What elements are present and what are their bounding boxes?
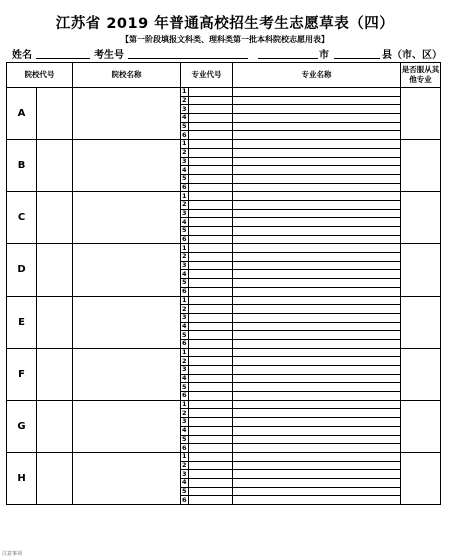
table-row — [7, 400, 441, 409]
major-code-cell[interactable] — [189, 122, 233, 131]
major-name-cell[interactable] — [233, 200, 401, 209]
major-index: 5 — [182, 330, 187, 339]
major-name-cell[interactable] — [233, 383, 401, 392]
major-name-cell[interactable] — [233, 157, 401, 166]
school-name-cell[interactable] — [73, 244, 181, 296]
county-label: 县（市、区） — [382, 50, 442, 61]
table-row — [7, 452, 441, 461]
major-code-cell[interactable] — [189, 444, 233, 453]
major-code-cell[interactable] — [189, 426, 233, 435]
major-index: 3 — [182, 313, 187, 322]
major-code-cell[interactable] — [189, 374, 233, 383]
major-name-cell[interactable] — [233, 418, 401, 427]
table-row — [7, 244, 441, 253]
major-index: 3 — [182, 417, 187, 426]
major-code-cell[interactable] — [189, 279, 233, 288]
major-index: 2 — [182, 408, 187, 417]
major-index: 4 — [182, 217, 187, 226]
major-name-cell[interactable] — [233, 270, 401, 279]
major-index: 1 — [182, 139, 187, 148]
table-row — [7, 192, 441, 201]
major-name-cell[interactable] — [233, 435, 401, 444]
page-title: 江苏省 2019 年普通高校招生考生志愿草表（四） — [55, 16, 395, 32]
major-index: 1 — [182, 347, 187, 356]
major-index: 3 — [182, 208, 187, 217]
major-name-cell[interactable] — [233, 253, 401, 262]
candidate-info-row — [0, 46, 450, 60]
major-index: 3 — [182, 156, 187, 165]
major-index: 3 — [182, 469, 187, 478]
major-index: 4 — [182, 374, 187, 383]
major-name-cell[interactable] — [233, 339, 401, 348]
major-code-cell[interactable] — [189, 209, 233, 218]
major-name-cell[interactable] — [233, 322, 401, 331]
major-index: 5 — [182, 434, 187, 443]
major-index: 2 — [182, 96, 187, 105]
major-index: 3 — [182, 365, 187, 374]
footer-note: 注意事项 — [2, 551, 23, 557]
table-row — [7, 348, 441, 357]
major-code-cell[interactable] — [189, 331, 233, 340]
major-index: 5 — [182, 382, 187, 391]
major-code-cell[interactable] — [189, 157, 233, 166]
group-letter: H — [7, 452, 37, 504]
exam-number-field[interactable] — [128, 58, 248, 59]
major-name-cell[interactable] — [233, 148, 401, 157]
major-code-cell[interactable] — [189, 140, 233, 149]
group-letter: F — [7, 348, 37, 400]
header-major-code: 专业代号 — [181, 63, 233, 88]
major-name-cell[interactable] — [233, 331, 401, 340]
group-letter: D — [7, 244, 37, 296]
major-name-cell[interactable] — [233, 174, 401, 183]
major-name-cell[interactable] — [233, 114, 401, 123]
major-index: 6 — [182, 130, 187, 139]
major-index: 5 — [182, 174, 187, 183]
major-code-cell[interactable] — [189, 400, 233, 409]
major-code-cell[interactable] — [189, 348, 233, 357]
group-letter: C — [7, 192, 37, 244]
major-index: 5 — [182, 278, 187, 287]
application-table — [6, 62, 441, 505]
major-name-cell[interactable] — [233, 279, 401, 288]
major-name-cell[interactable] — [233, 296, 401, 305]
major-code-cell[interactable] — [189, 270, 233, 279]
major-index: 1 — [182, 87, 187, 96]
major-code-cell[interactable] — [189, 435, 233, 444]
table-row — [7, 140, 441, 149]
major-name-cell[interactable] — [233, 409, 401, 418]
table-row — [7, 296, 441, 305]
major-name-cell[interactable] — [233, 366, 401, 375]
major-index: 1 — [182, 400, 187, 409]
school-code-cell[interactable] — [37, 452, 73, 504]
major-code-cell[interactable] — [189, 105, 233, 114]
major-name-cell[interactable] — [233, 192, 401, 201]
group-letter: G — [7, 400, 37, 452]
major-code-cell[interactable] — [189, 235, 233, 244]
major-index: 3 — [182, 104, 187, 113]
major-name-cell[interactable] — [233, 227, 401, 236]
major-name-cell[interactable] — [233, 166, 401, 175]
major-name-cell[interactable] — [233, 478, 401, 487]
major-index: 3 — [182, 261, 187, 270]
major-index: 2 — [182, 460, 187, 469]
major-name-cell[interactable] — [233, 487, 401, 496]
major-name-cell[interactable] — [233, 140, 401, 149]
major-name-cell[interactable] — [233, 313, 401, 322]
school-code-cell[interactable] — [37, 244, 73, 296]
major-index: 4 — [182, 269, 187, 278]
major-index: 1 — [182, 243, 187, 252]
group-letter: A — [7, 88, 37, 140]
header-school-code: 院校代号 — [7, 63, 73, 88]
major-code-cell[interactable] — [189, 166, 233, 175]
major-code-cell[interactable] — [189, 313, 233, 322]
major-name-cell[interactable] — [233, 209, 401, 218]
major-code-cell[interactable] — [189, 452, 233, 461]
major-code-cell[interactable] — [189, 305, 233, 314]
accept-other-cell[interactable] — [401, 192, 441, 244]
major-index: 6 — [182, 495, 187, 504]
major-code-cell[interactable] — [189, 366, 233, 375]
school-code-cell[interactable] — [37, 400, 73, 452]
major-code-cell[interactable] — [189, 253, 233, 262]
major-name-cell[interactable] — [233, 392, 401, 401]
major-code-cell[interactable] — [189, 470, 233, 479]
major-code-cell[interactable] — [189, 496, 233, 505]
major-index: 1 — [182, 191, 187, 200]
major-code-cell[interactable] — [189, 114, 233, 123]
header-accept-other: 是否服从其他专业 — [401, 63, 441, 88]
major-name-cell[interactable] — [233, 452, 401, 461]
school-name-cell[interactable] — [73, 192, 181, 244]
major-index: 6 — [182, 235, 187, 244]
major-name-cell[interactable] — [233, 88, 401, 97]
accept-other-cell[interactable] — [401, 244, 441, 296]
major-index: 5 — [182, 122, 187, 131]
major-name-cell[interactable] — [233, 218, 401, 227]
school-name-cell[interactable] — [73, 140, 181, 192]
major-code-cell[interactable] — [189, 418, 233, 427]
major-name-cell[interactable] — [233, 305, 401, 314]
major-name-cell[interactable] — [233, 122, 401, 131]
major-index: 2 — [182, 252, 187, 261]
major-index: 2 — [182, 148, 187, 157]
table-row — [7, 88, 441, 97]
major-index: 4 — [182, 426, 187, 435]
major-name-cell[interactable] — [233, 400, 401, 409]
major-code-cell[interactable] — [189, 148, 233, 157]
accept-other-cell[interactable] — [401, 348, 441, 400]
major-index: 6 — [182, 443, 187, 452]
school-code-cell[interactable] — [37, 192, 73, 244]
group-letter: B — [7, 140, 37, 192]
major-code-cell[interactable] — [189, 339, 233, 348]
major-code-cell[interactable] — [189, 287, 233, 296]
major-index: 4 — [182, 113, 187, 122]
accept-other-cell[interactable] — [401, 296, 441, 348]
major-code-cell[interactable] — [189, 192, 233, 201]
major-index: 4 — [182, 321, 187, 330]
school-name-cell[interactable] — [73, 88, 181, 140]
major-name-cell[interactable] — [233, 131, 401, 140]
major-index: 4 — [182, 478, 187, 487]
major-name-cell[interactable] — [233, 244, 401, 253]
major-name-cell[interactable] — [233, 96, 401, 105]
major-code-cell[interactable] — [189, 392, 233, 401]
major-code-cell[interactable] — [189, 96, 233, 105]
major-index: 1 — [182, 295, 187, 304]
major-index: 4 — [182, 165, 187, 174]
major-index: 2 — [182, 200, 187, 209]
major-code-cell[interactable] — [189, 478, 233, 487]
major-index: 2 — [182, 304, 187, 313]
major-name-cell[interactable] — [233, 235, 401, 244]
major-name-cell[interactable] — [233, 470, 401, 479]
accept-other-cell[interactable] — [401, 452, 441, 504]
major-name-cell[interactable] — [233, 357, 401, 366]
major-index: 6 — [182, 287, 187, 296]
county-field[interactable] — [334, 58, 380, 59]
school-code-cell[interactable] — [37, 88, 73, 140]
group-letter: E — [7, 296, 37, 348]
name-field[interactable] — [36, 58, 90, 59]
major-code-cell[interactable] — [189, 131, 233, 140]
major-code-cell[interactable] — [189, 383, 233, 392]
city-field[interactable] — [258, 58, 318, 59]
major-code-cell[interactable] — [189, 200, 233, 209]
major-name-cell[interactable] — [233, 261, 401, 270]
major-code-cell[interactable] — [189, 218, 233, 227]
major-index: 6 — [182, 339, 187, 348]
major-code-cell[interactable] — [189, 261, 233, 270]
school-code-cell[interactable] — [37, 140, 73, 192]
form-subtitle: 【第一阶段填报文科类、理科类第一批本科院校志愿用表】 — [121, 35, 329, 44]
table-header-row — [7, 63, 441, 88]
major-code-cell[interactable] — [189, 183, 233, 192]
major-code-cell[interactable] — [189, 88, 233, 97]
major-index: 1 — [182, 452, 187, 461]
major-code-cell[interactable] — [189, 227, 233, 236]
major-code-cell[interactable] — [189, 461, 233, 470]
major-index: 5 — [182, 486, 187, 495]
name-label: 姓名 — [12, 50, 32, 61]
accept-other-cell[interactable] — [401, 88, 441, 140]
major-code-cell[interactable] — [189, 244, 233, 253]
header-school-name: 院校名称 — [73, 63, 181, 88]
major-index: 6 — [182, 182, 187, 191]
major-index: 5 — [182, 226, 187, 235]
major-code-cell[interactable] — [189, 296, 233, 305]
major-name-cell[interactable] — [233, 348, 401, 357]
major-name-cell[interactable] — [233, 183, 401, 192]
major-code-cell[interactable] — [189, 322, 233, 331]
city-label: 市 — [319, 50, 329, 61]
accept-other-cell[interactable] — [401, 140, 441, 192]
header-major-name: 专业名称 — [233, 63, 401, 88]
school-name-cell[interactable] — [73, 296, 181, 348]
major-code-cell[interactable] — [189, 409, 233, 418]
school-name-cell[interactable] — [73, 452, 181, 504]
major-name-cell[interactable] — [233, 374, 401, 383]
major-name-cell[interactable] — [233, 426, 401, 435]
major-name-cell[interactable] — [233, 496, 401, 505]
major-code-cell[interactable] — [189, 174, 233, 183]
major-name-cell[interactable] — [233, 444, 401, 453]
school-code-cell[interactable] — [37, 348, 73, 400]
major-name-cell[interactable] — [233, 105, 401, 114]
major-index: 2 — [182, 356, 187, 365]
exam-number-label: 考生号 — [94, 50, 124, 61]
school-code-cell[interactable] — [37, 296, 73, 348]
major-name-cell[interactable] — [233, 287, 401, 296]
major-name-cell[interactable] — [233, 461, 401, 470]
accept-other-cell[interactable] — [401, 400, 441, 452]
major-code-cell[interactable] — [189, 487, 233, 496]
major-code-cell[interactable] — [189, 357, 233, 366]
major-index: 6 — [182, 391, 187, 400]
school-name-cell[interactable] — [73, 400, 181, 452]
school-name-cell[interactable] — [73, 348, 181, 400]
